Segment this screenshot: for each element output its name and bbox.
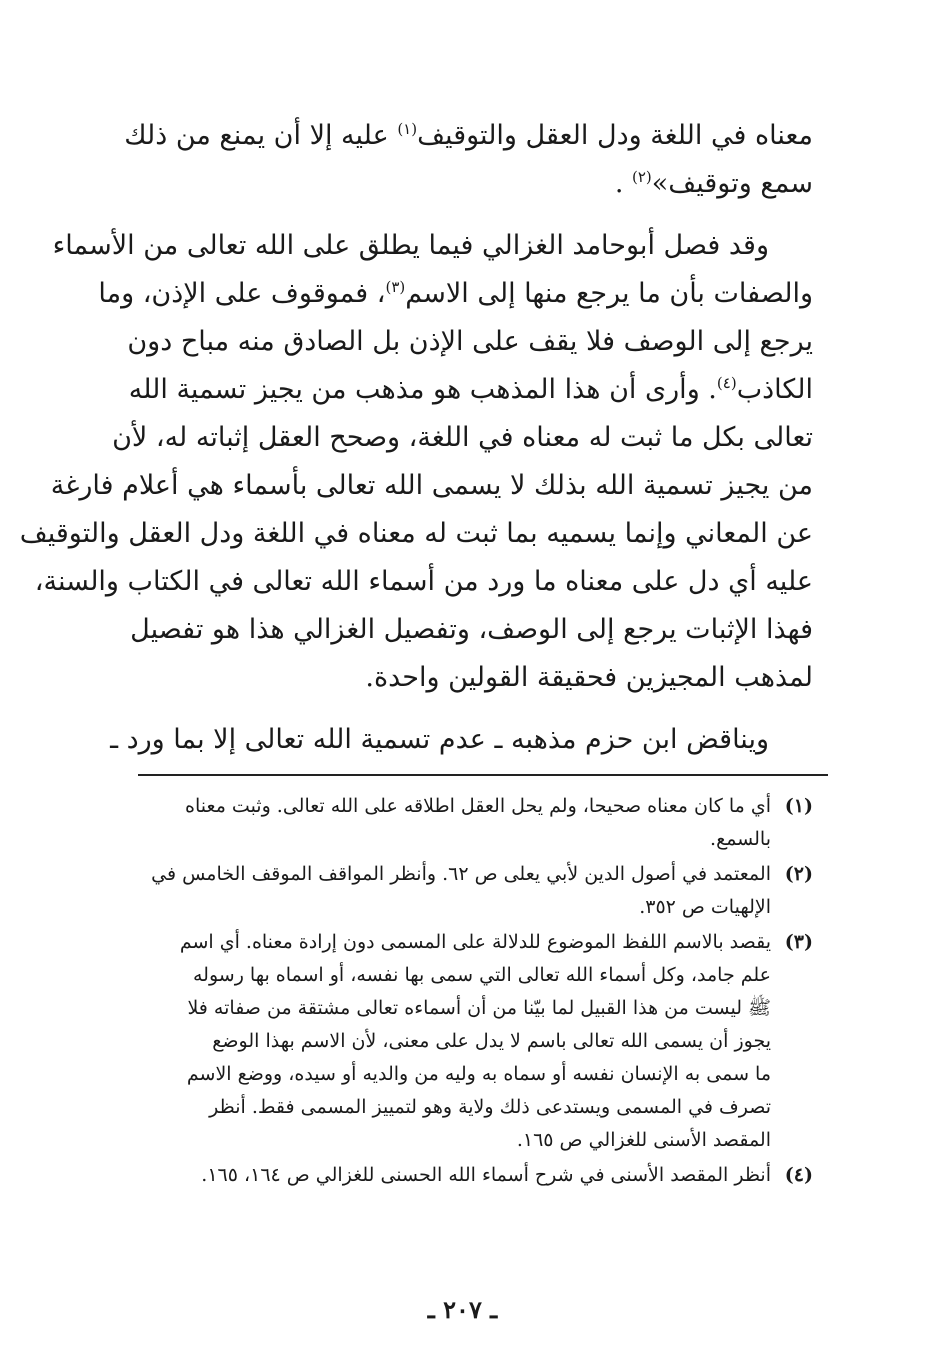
text-span: ويناقض ابن حزم مذهبه ـ عدم تسمية الله تعالى إلا بما ورد ـ bbox=[110, 724, 769, 755]
footnote-number: (٤) bbox=[784, 1164, 813, 1186]
text-span: عن المعاني وإنما يسميه بما ثبت له معناه في اللغة ودل العقل والتوقيف bbox=[19, 518, 813, 549]
footnote-number: (١) bbox=[784, 795, 813, 817]
text-line bbox=[117, 112, 813, 160]
footnote-line: ﷺ ليست من هذا القبيل لما بيّنا من أن أسماءه تعالى مشتقة من صفاته فلا bbox=[187, 997, 771, 1019]
text-line bbox=[110, 716, 813, 764]
text-span: . bbox=[614, 168, 632, 199]
footnote-line: بالسمع. bbox=[710, 828, 771, 850]
footnote-ref-3: (٣) bbox=[385, 278, 406, 296]
text-line bbox=[117, 318, 813, 366]
text-line bbox=[117, 606, 813, 654]
text-span: سمع وتوقيف» bbox=[651, 168, 813, 199]
footnote-line: يقصد بالاسم اللفظ الموضوع للدلالة على المسمى دون إرادة معناه. أي اسم bbox=[179, 931, 771, 953]
footnote-line: تصرف في المسمى ويستدعى ذلك ولاية وهو لتمييز المسمى فقط. أنظر bbox=[209, 1096, 771, 1118]
text-span: ، فموقوف على الإذن، وما bbox=[98, 278, 386, 309]
footnote bbox=[113, 1159, 813, 1192]
text-span: عليه إلا أن يمنع من ذلك bbox=[124, 120, 398, 151]
text-span: تعالى بكل ما ثبت له معناه في اللغة، وصحح العقل إثباته له، لأن bbox=[112, 422, 813, 453]
main-text bbox=[19, 112, 813, 764]
text-line bbox=[34, 558, 813, 606]
footnote-line: المعتمد في أصول الدين لأبي يعلى ص ٦٢. وأنظر المواقف الموقف الخامس في bbox=[151, 863, 771, 885]
footnote-number: (٢) bbox=[784, 863, 813, 885]
footnote-line: أنظر المقصد الأسنى في شرح أسماء الله الحسنى للغزالي ص ١٦٤، ١٦٥. bbox=[201, 1164, 771, 1186]
footnote-body bbox=[113, 926, 771, 1157]
footnote-ref-2: (٢) bbox=[632, 168, 652, 186]
text-line bbox=[117, 654, 813, 702]
text-span: فهذا الإثبات يرجع إلى الوصف، وتفصيل الغزالي هذا هو تفصيل bbox=[130, 614, 813, 645]
page-number: ـ ٢٠٧ ـ bbox=[427, 1295, 498, 1324]
footnotes bbox=[113, 790, 813, 1194]
text-line bbox=[117, 366, 813, 414]
footnote-body bbox=[113, 790, 771, 856]
footnote bbox=[113, 858, 813, 924]
text-line bbox=[52, 222, 813, 270]
text-span: الكاذب bbox=[736, 374, 813, 405]
footnote-ref-4: (٤) bbox=[716, 374, 737, 392]
footnote bbox=[113, 790, 813, 856]
text-line bbox=[117, 160, 813, 208]
footnote-body bbox=[113, 1159, 771, 1192]
footnote-line: ما سمى به الإنسان نفسه أو سماه به وليه من والديه أو سيده، ووضع الاسم bbox=[186, 1063, 771, 1085]
footnote-line: الإلهيات ص ٣٥٢. bbox=[639, 896, 771, 918]
text-span: . وأرى أن هذا المذهب هو مذهب من يجيز تسمية الله bbox=[128, 374, 717, 405]
text-span: معناه في اللغة ودل العقل والتوقيف bbox=[417, 120, 813, 151]
footnote-line: يجوز أن يسمى الله تعالى باسم لا يدل على معنى، لأن الاسم بهذا الوضع bbox=[212, 1030, 771, 1052]
footnote-line: أي ما كان معناه صحيحا، ولم يحل العقل اطلاقه على الله تعالى. وثبت معناه bbox=[185, 795, 771, 817]
text-span: والصفات بأن ما يرجع منها إلى الاسم bbox=[405, 278, 813, 309]
footnote-line: علم جامد، وكل أسماء الله تعالى التي سمى بها نفسه، أو اسماه بها رسوله bbox=[192, 964, 771, 986]
footnote-body bbox=[113, 858, 771, 924]
footnote-number: (٣) bbox=[784, 931, 813, 953]
footnote-line: المقصد الأسنى للغزالي ص ١٦٥. bbox=[516, 1129, 771, 1151]
text-span: لمذهب المجيزين فحقيقة القولين واحدة. bbox=[365, 662, 813, 693]
text-span: عليه أي دل على معناه ما ورد من أسماء الله تعالى في الكتاب والسنة، bbox=[34, 566, 813, 597]
footnote bbox=[113, 926, 813, 1157]
text-span: يرجع إلى الوصف فلا يقف على الإذن بل الصادق منه مباح دون bbox=[127, 326, 813, 357]
footnote-separator bbox=[138, 774, 828, 776]
text-line bbox=[98, 270, 813, 318]
text-span: وقد فصل أبوحامد الغزالي فيما يطلق على الله تعالى من الأسماء bbox=[52, 230, 769, 261]
text-line bbox=[19, 510, 813, 558]
footnote-ref-1: (١) bbox=[397, 120, 418, 138]
text-line bbox=[50, 462, 813, 510]
text-line bbox=[112, 414, 813, 462]
text-span: من يجيز تسمية الله بذلك لا يسمى الله تعالى بأسماء هي أعلام فارغة bbox=[50, 470, 813, 501]
